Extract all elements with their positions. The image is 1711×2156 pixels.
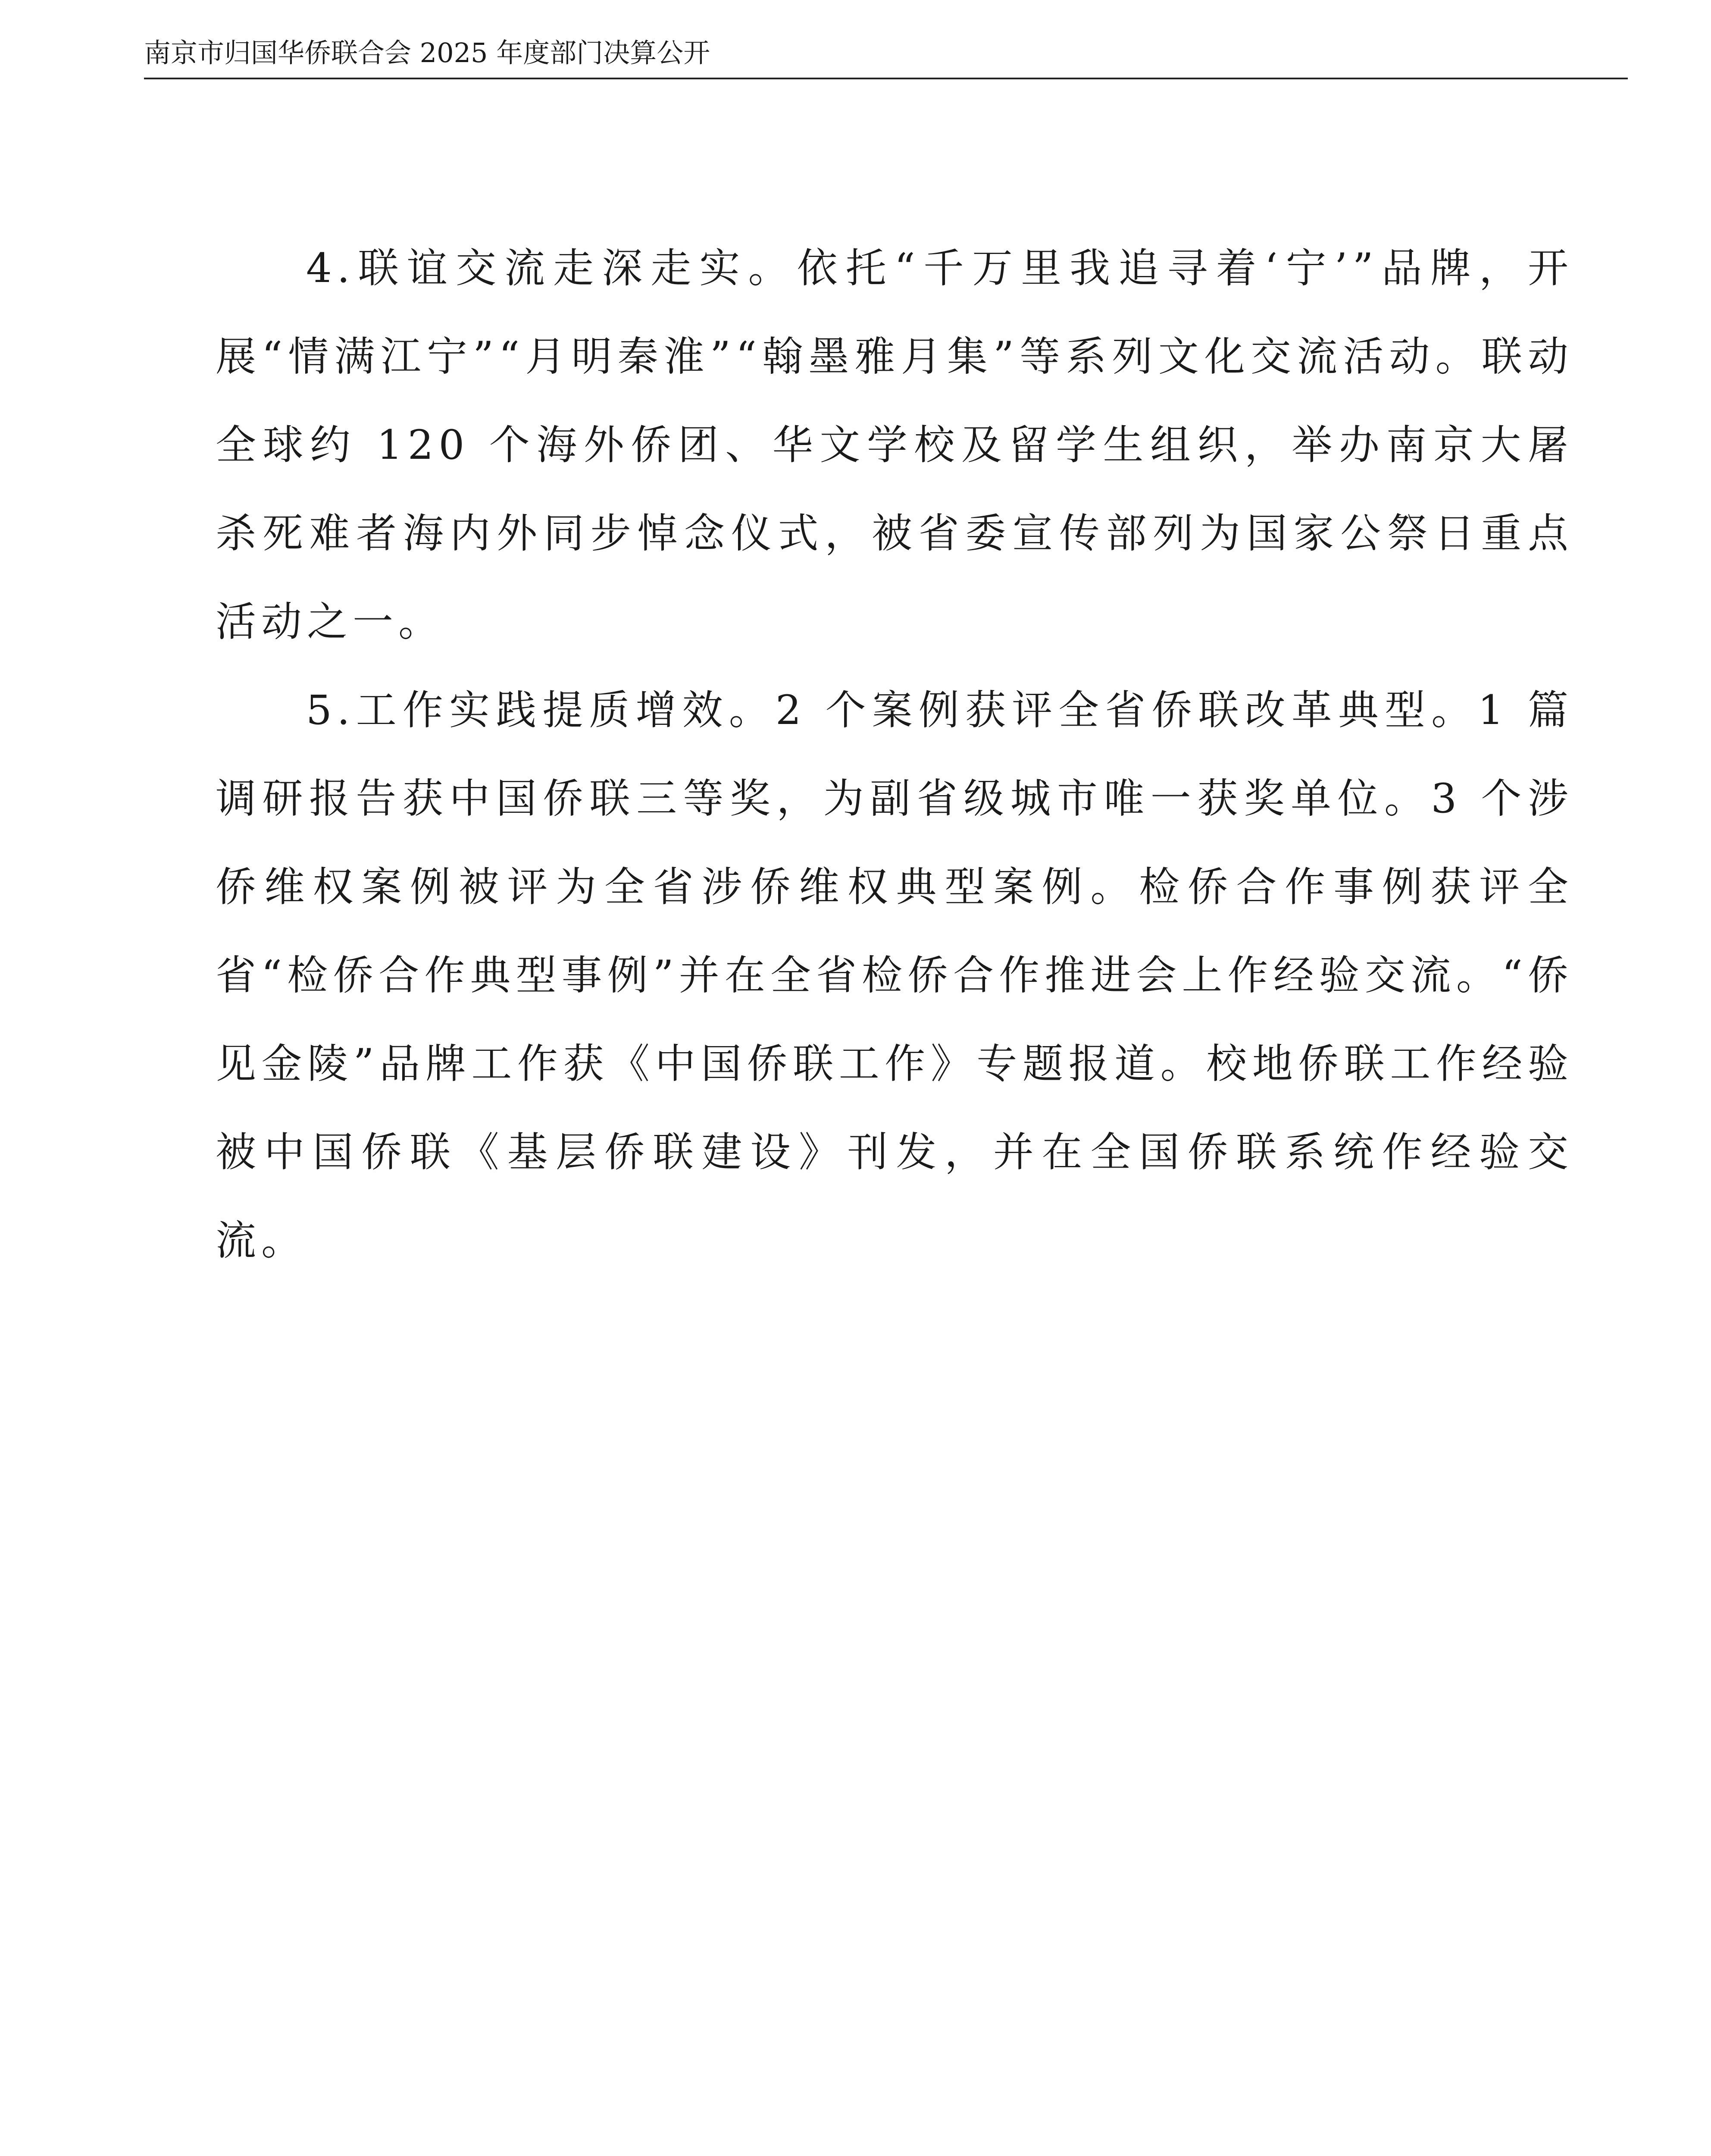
- paragraph-work-practice: 5.工作实践提质增效。2 个案例获评全省侨联改革典型。1 篇调研报告获中国侨联三等奖，为副省级城市唯一获奖单位。3 个涉侨维权案例被评为全省涉侨维权典型案例。检侨合作事例获评全省“检侨合作典型事例”并在全省检侨合作推进会上作经验交流。“侨见金陵”品牌工作获《中国侨联工作》专题报道。校地侨联工作经验被中国侨联《基层侨联建设》刊发，并在全国侨联系统作经验交流。: [216, 687, 1573, 1264]
- paragraph-friendship-exchange: 4.联谊交流走深走实。依托“千万里我追寻着‘宁’”品牌，开展“情满江宁”“月明秦淮”“翰墨雅月集”等系列文化交流活动。联动全球约 120 个海外侨团、华文学校及留学生组织，举办南京大屠杀死难者海内外同步悼念仪式，被省委宣传部列为国家公祭日重点活动之一。: [216, 245, 1573, 646]
- running-header: 南京市归国华侨联合会 2025 年度部门决算公开: [144, 37, 710, 69]
- header-divider: [144, 78, 1628, 79]
- document-body: [216, 224, 1573, 1285]
